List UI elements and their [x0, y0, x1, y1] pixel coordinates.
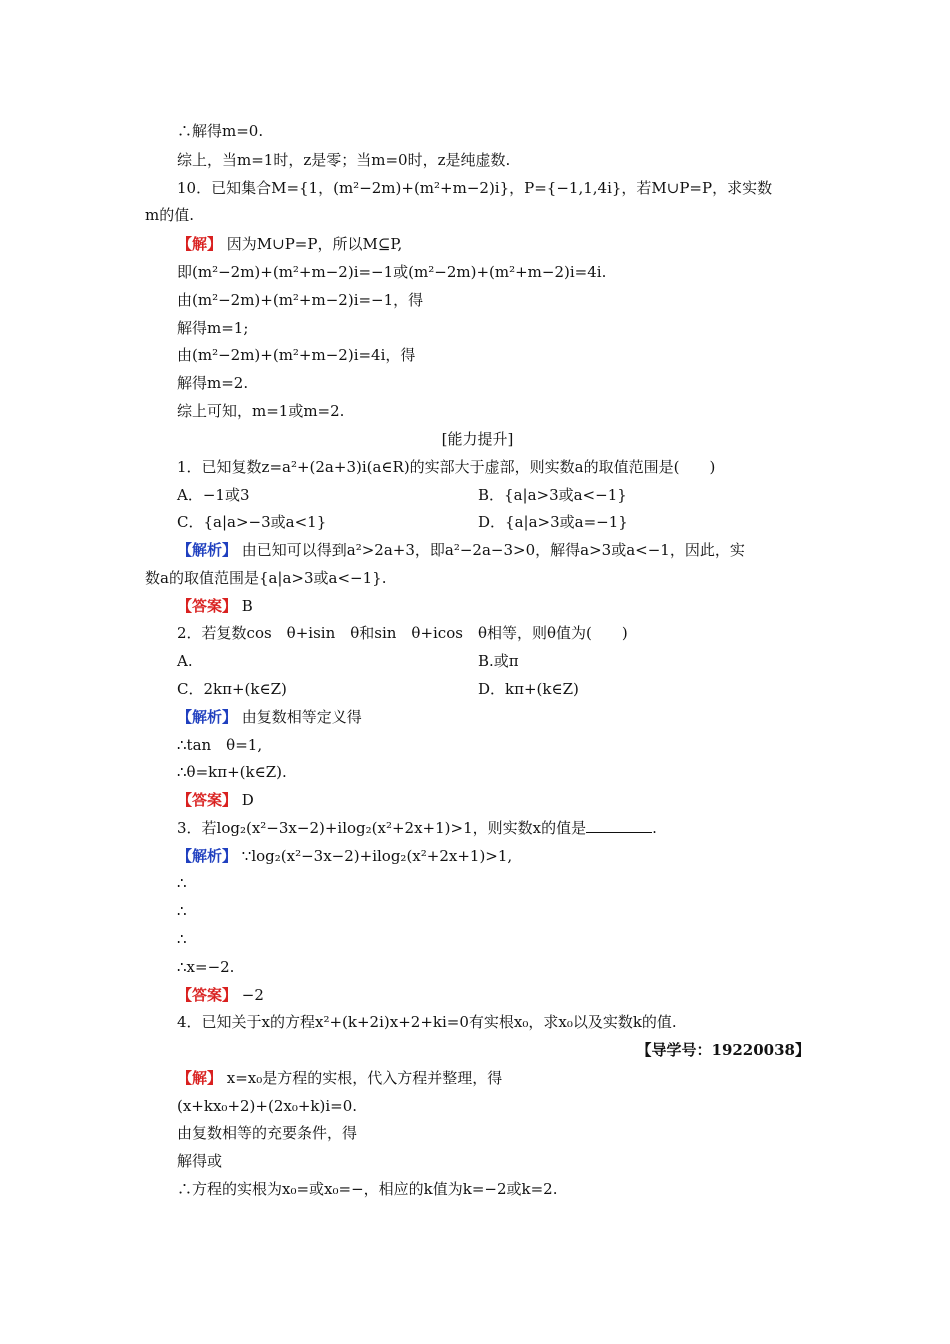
text-line: 综上可知，m=1或m=2. — [177, 402, 345, 420]
solution-text: 因为M∪P=P，所以M⊆P, — [222, 235, 403, 253]
text-line: 数a的取值范围是{a|a>3或a<−1}. — [145, 569, 387, 587]
option-c: C．{a|a>−3或a<1} — [177, 513, 327, 531]
option-d: D．kπ+(k∈Z) — [478, 680, 579, 698]
analysis-line — [177, 707, 842, 727]
text-line: 由复数相等的充要条件，得 — [177, 1124, 358, 1142]
question-2: 2．若复数cos θ+isin θ和sin θ+icos θ相等，则θ值为( ) — [177, 624, 628, 642]
option-a: A．−1或3 — [177, 486, 250, 504]
answer-blank — [586, 818, 652, 833]
answer-tag: 【答案】 — [177, 597, 238, 615]
answer-tag: 【答案】 — [177, 986, 238, 1004]
text-line: (x+kx₀+2)+(2x₀+k)i=0. — [177, 1097, 358, 1115]
text-line: ∴方程的实根为x₀=或x₀=−，相应的k值为k=−2或k=2. — [177, 1180, 558, 1198]
option-d: D．{a|a>3或a=−1} — [478, 513, 628, 531]
solution-text: x=x₀是方程的实根，代入方程并整理，得 — [222, 1069, 503, 1087]
analysis-line — [177, 846, 842, 866]
question-4: 4．已知关于x的方程x²+(k+2i)x+2+ki=0有实根x₀，求x₀以及实数k的值. — [177, 1013, 677, 1031]
text-line: 由(m²−2m)+(m²+m−2)i=4i，得 — [177, 346, 416, 364]
question-end: . — [652, 819, 657, 837]
option-b: B.或π — [478, 652, 519, 670]
answer-line — [177, 596, 842, 616]
analysis-text: ∵log₂(x²−3x−2)+ilog₂(x²+2x+1)>1, — [237, 847, 513, 865]
option-c: C．2kπ+(k∈Z) — [177, 680, 287, 698]
text-line: 解得或 — [177, 1152, 223, 1170]
text-line: ∴tan θ=1, — [177, 736, 263, 754]
answer-text: B — [237, 597, 253, 615]
text-line: 由(m²−2m)+(m²+m−2)i=−1，得 — [177, 291, 424, 309]
text-line: 综上，当m=1时，z是零；当m=0时，z是纯虚数. — [177, 151, 511, 169]
analysis-line — [177, 540, 842, 560]
analysis-tag: 【解析】 — [177, 847, 238, 865]
solution-line — [177, 234, 842, 254]
question-10: 10．已知集合M={1，(m²−2m)+(m²+m−2)i}，P={−1,1,4i}，若M∪P=P，求实数 — [177, 179, 773, 197]
option-a: A. — [177, 652, 193, 670]
text-line: m的值. — [145, 206, 194, 224]
text-line: ∴ — [177, 874, 187, 892]
solution-tag: 【解】 — [177, 235, 223, 253]
answer-text: −2 — [237, 986, 264, 1004]
question-1: 1．已知复数z=a²+(2a+3)i(a∈R)的实部大于虚部，则实数a的取值范围是( ) — [177, 458, 716, 476]
answer-line — [177, 985, 842, 1005]
option-b: B．{a|a>3或a<−1} — [478, 486, 627, 504]
analysis-text: 由已知可以得到a²>2a+3，即a²−2a−3>0，解得a>3或a<−1，因此，实 — [237, 541, 745, 559]
question-3 — [177, 818, 842, 838]
section-heading: [能力提升] — [441, 430, 514, 448]
analysis-text: 由复数相等定义得 — [237, 708, 362, 726]
question-text: 3．若log₂(x²−3x−2)+ilog₂(x²+2x+1)>1，则实数x的值是 — [177, 819, 587, 837]
analysis-tag: 【解析】 — [177, 708, 238, 726]
text-line: ∴θ=kπ+(k∈Z). — [177, 763, 287, 781]
reference-code: 【导学号：19220038】 — [636, 1041, 810, 1059]
analysis-tag: 【解析】 — [177, 541, 238, 559]
text-line: 解得m=2. — [177, 374, 249, 392]
solution-tag: 【解】 — [177, 1069, 223, 1087]
text-line: ∴ — [177, 930, 187, 948]
text-line: 即(m²−2m)+(m²+m−2)i=−1或(m²−2m)+(m²+m−2)i=4i. — [177, 263, 607, 281]
text-line: 解得m=1; — [177, 319, 249, 337]
answer-line — [177, 790, 842, 810]
text-line: ∴ — [177, 902, 187, 920]
text-line: ∴解得m=0. — [177, 122, 264, 140]
text-line: ∴x=−2. — [177, 958, 235, 976]
solution-line — [177, 1068, 842, 1088]
answer-text: D — [237, 791, 254, 809]
answer-tag: 【答案】 — [177, 791, 238, 809]
